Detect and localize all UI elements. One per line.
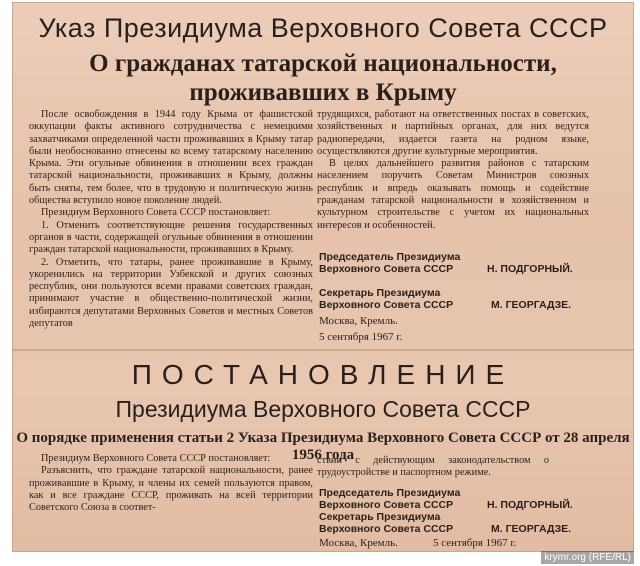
decree-place: Москва, Кремль. [319,315,398,327]
resolution-chair-title1: Председатель Президиума [319,487,461,499]
resolution-secretary-name: М. ГЕОРГАДЗЕ. [491,523,572,535]
decree-chair-title2: Верховного Совета СССР [319,263,454,275]
decree-heading: Указ Президиума Верховного Совета СССР [38,13,608,43]
decree-paragraph: После освобождения в 1944 году Крыма от фашистской оккупации факты активного сотрудничества с немецкими захватчиками определенной части проживавших в Крыму татар были необоснованно отнесены ко всему татарскому населению Крыма. Эти огульные обвинения в отношении всех граждан татарской национальности, проживавших в Крыму, должны быть сняты, тем более, что в трудовую и политическую жизнь общества вступило новое поколение людей. [29,109,313,207]
decree-paragraph: 1. Отменить соответствующие решения государственных органов в части, содержащей огульные обвинения в отношении граждан татарской национальности, проживавших в Крыму. [29,219,313,256]
newspaper-clipping [12,2,634,552]
resolution-column-left [29,453,313,549]
decree-chair-title1: Председатель Президиума [319,251,461,263]
decree-column-left [29,109,313,345]
resolution-title: О порядке применения статьи 2 Указа Президиума Верховного Совета СССР от 28 апреля 1956 года [16,430,630,463]
resolution-paragraph: ствии с действующим законодательством о трудоустройстве и паспортном режиме. [317,455,549,479]
resolution-chair-name: Н. ПОДГОРНЫЙ. [487,499,573,511]
resolution-column-right [317,455,549,487]
resolution-heading: ПОСТАНОВЛЕНИЕ [131,359,515,390]
section-divider [13,349,633,351]
resolution-paragraph: Президиум Верховного Совета СССР постановляет: [41,453,271,464]
resolution-secretary-title2: Верховного Совета СССР [319,523,454,535]
decree-date: 5 сентября 1967 г. [319,331,403,343]
decree-title-line2: проживавших в Крыму [189,79,457,106]
resolution-date: 5 сентября 1967 г. [433,537,517,549]
resolution-place: Москва, Кремль. [319,537,398,549]
decree-paragraph: трудящихся, работают на ответственных постах в советских, хозяйственных и партийных органах, для них ведутся радиопередачи, издается газета на родном языке, осуществляются другие культурные мероприятия. [317,109,589,157]
decree-paragraph: Президиум Верховного Совета СССР постановляет: [41,207,271,219]
resolution-chair-title2: Верховного Совета СССР [319,499,454,511]
decree-chair-name: Н. ПОДГОРНЫЙ. [487,263,573,275]
resolution-subheading: Президиума Верховного Совета СССР [115,396,531,422]
decree-title [13,49,633,107]
resolution-paragraph: Разъяснить, что граждане татарской национальности, ранее проживавшие в Крыму, и члены их семей пользуются правом, как и все граждане СССР, проживать на всей территории Советского Союза в соответ- [29,465,313,514]
decree-paragraph: В целях дальнейшего развития районов с татарским населением поручить Советам Министров союзных республик и впредь оказывать помощь и содействие гражданам татарской национальности в хозяйственном и культурном строительстве с учетом их национальных интересов и особенностей. [317,158,589,231]
decree-column-right [317,109,589,233]
decree-secretary-title1: Секретарь Президиума [319,287,441,299]
decree-title-line1: О гражданах татарской национальности, [89,50,557,77]
decree-secretary-name: М. ГЕОРГАДЗЕ. [491,299,572,311]
decree-secretary-title2: Верховного Совета СССР [319,299,454,311]
watermark: krymr.org (RFE/RL) [541,551,634,564]
decree-paragraph: 2. Отметить, что татары, ранее проживавшие в Крыму, укоренились на территории Узбекской и других союзных республик, они пользуются всеми правами советских граждан, принимают участие в общественно-политической жизни, избираются депутатами Верховных Советов и местных Советов депутатов [29,256,313,330]
resolution-secretary-title1: Секретарь Президиума [319,511,441,523]
